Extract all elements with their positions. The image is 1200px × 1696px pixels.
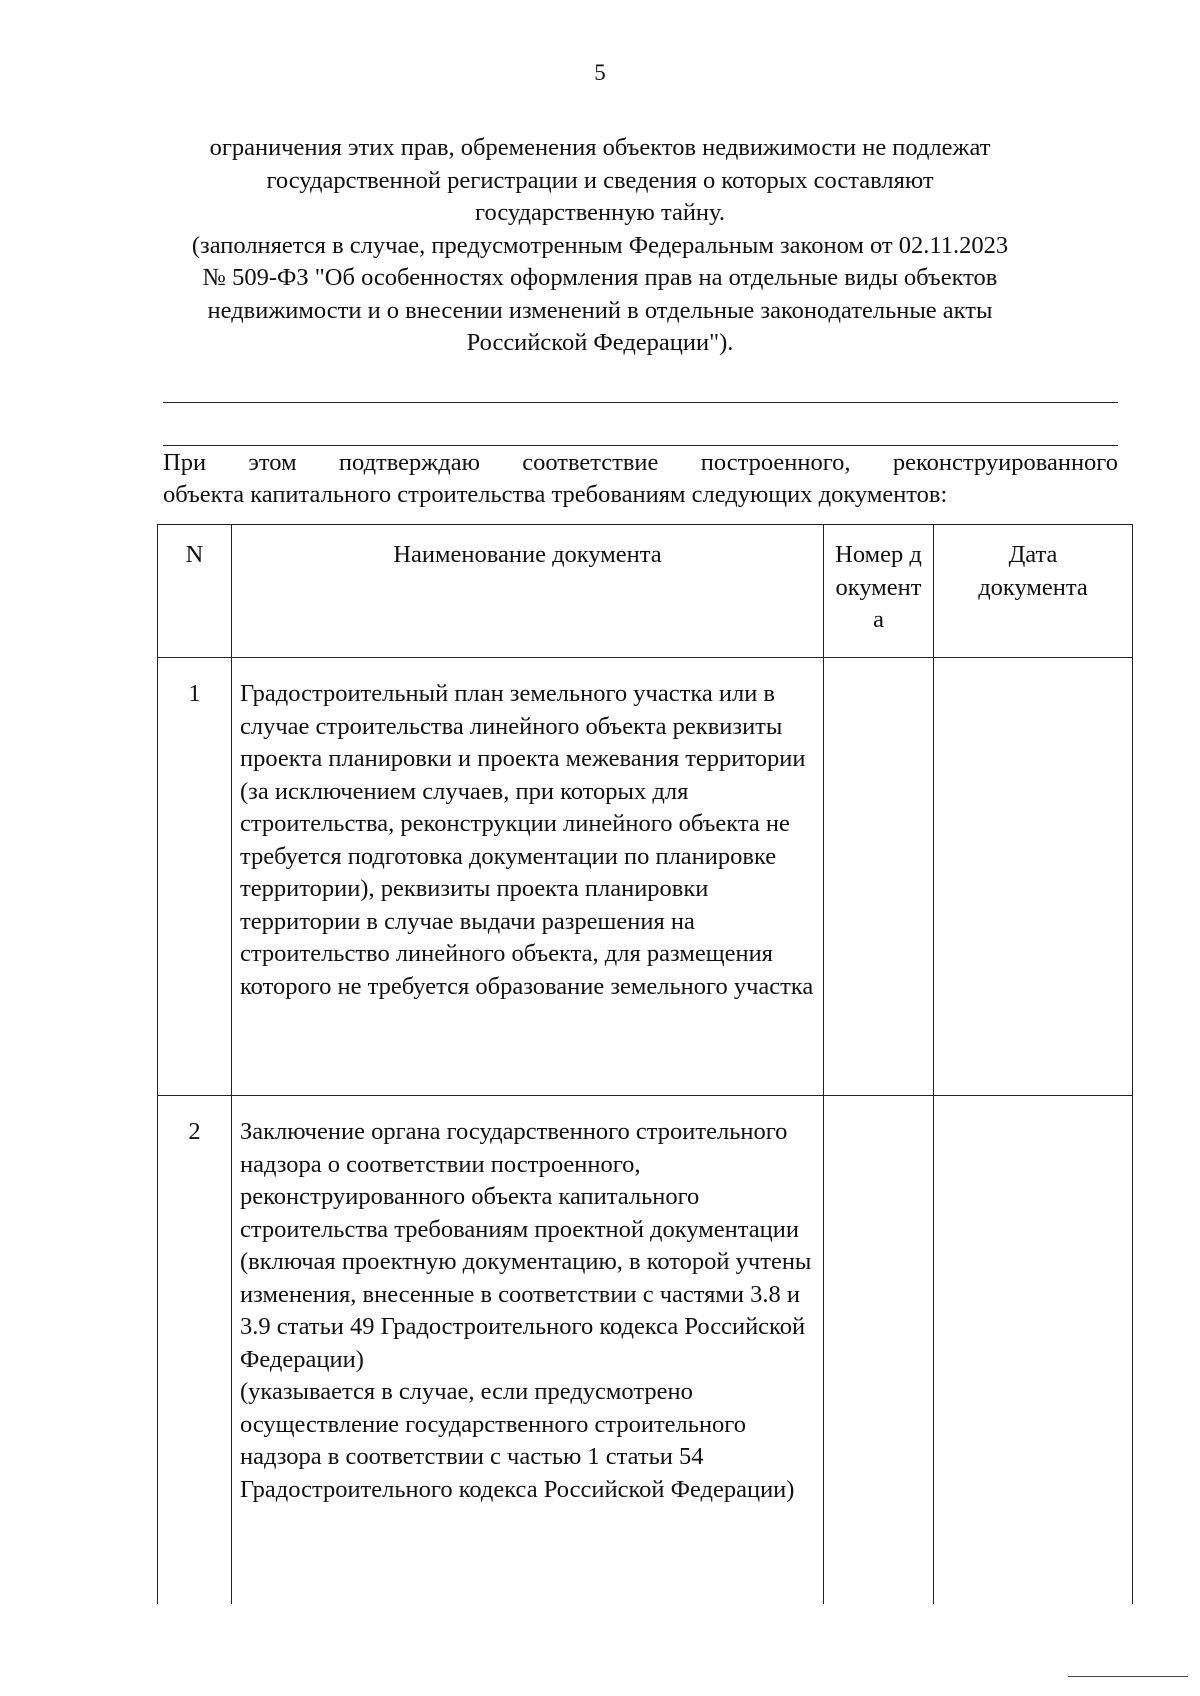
intro-line: государственной регистрации и сведения о которых составляют (266, 166, 934, 194)
table-header-row (158, 525, 1133, 658)
document-name: Градостроительный план земельного участка или в случае строительства линейного объекта реквизиты проекта планировки и проекта межевания территории (за исключением случаев, при которых для строительства, реконструкции линейного объекта не требуется подготовка документации по планировке территории), реквизиты проекта планировки территории в случае выдачи разрешения на строительство линейного объекта, для размещения которого не требуется образование земельного участка (232, 658, 824, 1096)
page-number: 5 (594, 60, 606, 85)
document-number (824, 1096, 934, 1605)
document-note: (указывается в случае, если предусмотрено осуществление государственного строительного надзора в соответствии с частью 1 статьи 54 Градостроительного кодекса Российской Федерации) (240, 1378, 795, 1503)
blank-fill-line (163, 445, 1118, 446)
documents-table (157, 524, 1133, 1604)
header-date (934, 525, 1133, 658)
intro-line: № 509-ФЗ "Об особенностях оформления прав на отдельные виды объектов (202, 264, 998, 291)
document-name-cell (232, 1096, 824, 1605)
confirmation-text: объекта капитального строительства требованиям следующих документов: (163, 481, 948, 508)
intro-line: Российской Федерации"). (466, 329, 734, 356)
scan-mark-line (1068, 1676, 1188, 1677)
intro-text (150, 132, 1050, 360)
document-name: Заключение органа государственного строительного надзора о соответствии построенного, реконструированного объекта капитального строительства требованиям проектной документации (включая проектную документацию, в которой учтены изменения, внесенные в соответствии с частями 3.8 и 3.9 статьи 49 Градостроительного кодекса Российской Федерации) (240, 1118, 812, 1373)
header-number-text: Номер документа (835, 541, 922, 633)
confirmation-text: При этом подтверждаю соответствие построенного, реконструированного (163, 449, 1118, 476)
table-row (158, 1096, 1133, 1605)
row-number: 2 (158, 1096, 232, 1605)
intro-line: государственную тайну. (475, 199, 725, 226)
blank-fill-line (163, 402, 1118, 403)
header-name: Наименование документа (232, 525, 824, 658)
intro-line: ограничения этих прав, обременения объектов недвижимости не подлежат (209, 134, 991, 161)
header-n: N (158, 525, 232, 658)
row-number: 1 (158, 658, 232, 1096)
table-row (158, 658, 1133, 1096)
intro-line: (заполняется в случае, предусмотренным Федеральным законом от 02.11.2023 (191, 231, 1009, 259)
document-date (934, 1096, 1133, 1605)
intro-line: недвижимости и о внесении изменений в отдельные законодательные акты (207, 296, 993, 324)
header-number (824, 525, 934, 658)
header-date-text: Дата документа (978, 541, 1088, 601)
document-date (934, 658, 1133, 1096)
document-number (824, 658, 934, 1096)
